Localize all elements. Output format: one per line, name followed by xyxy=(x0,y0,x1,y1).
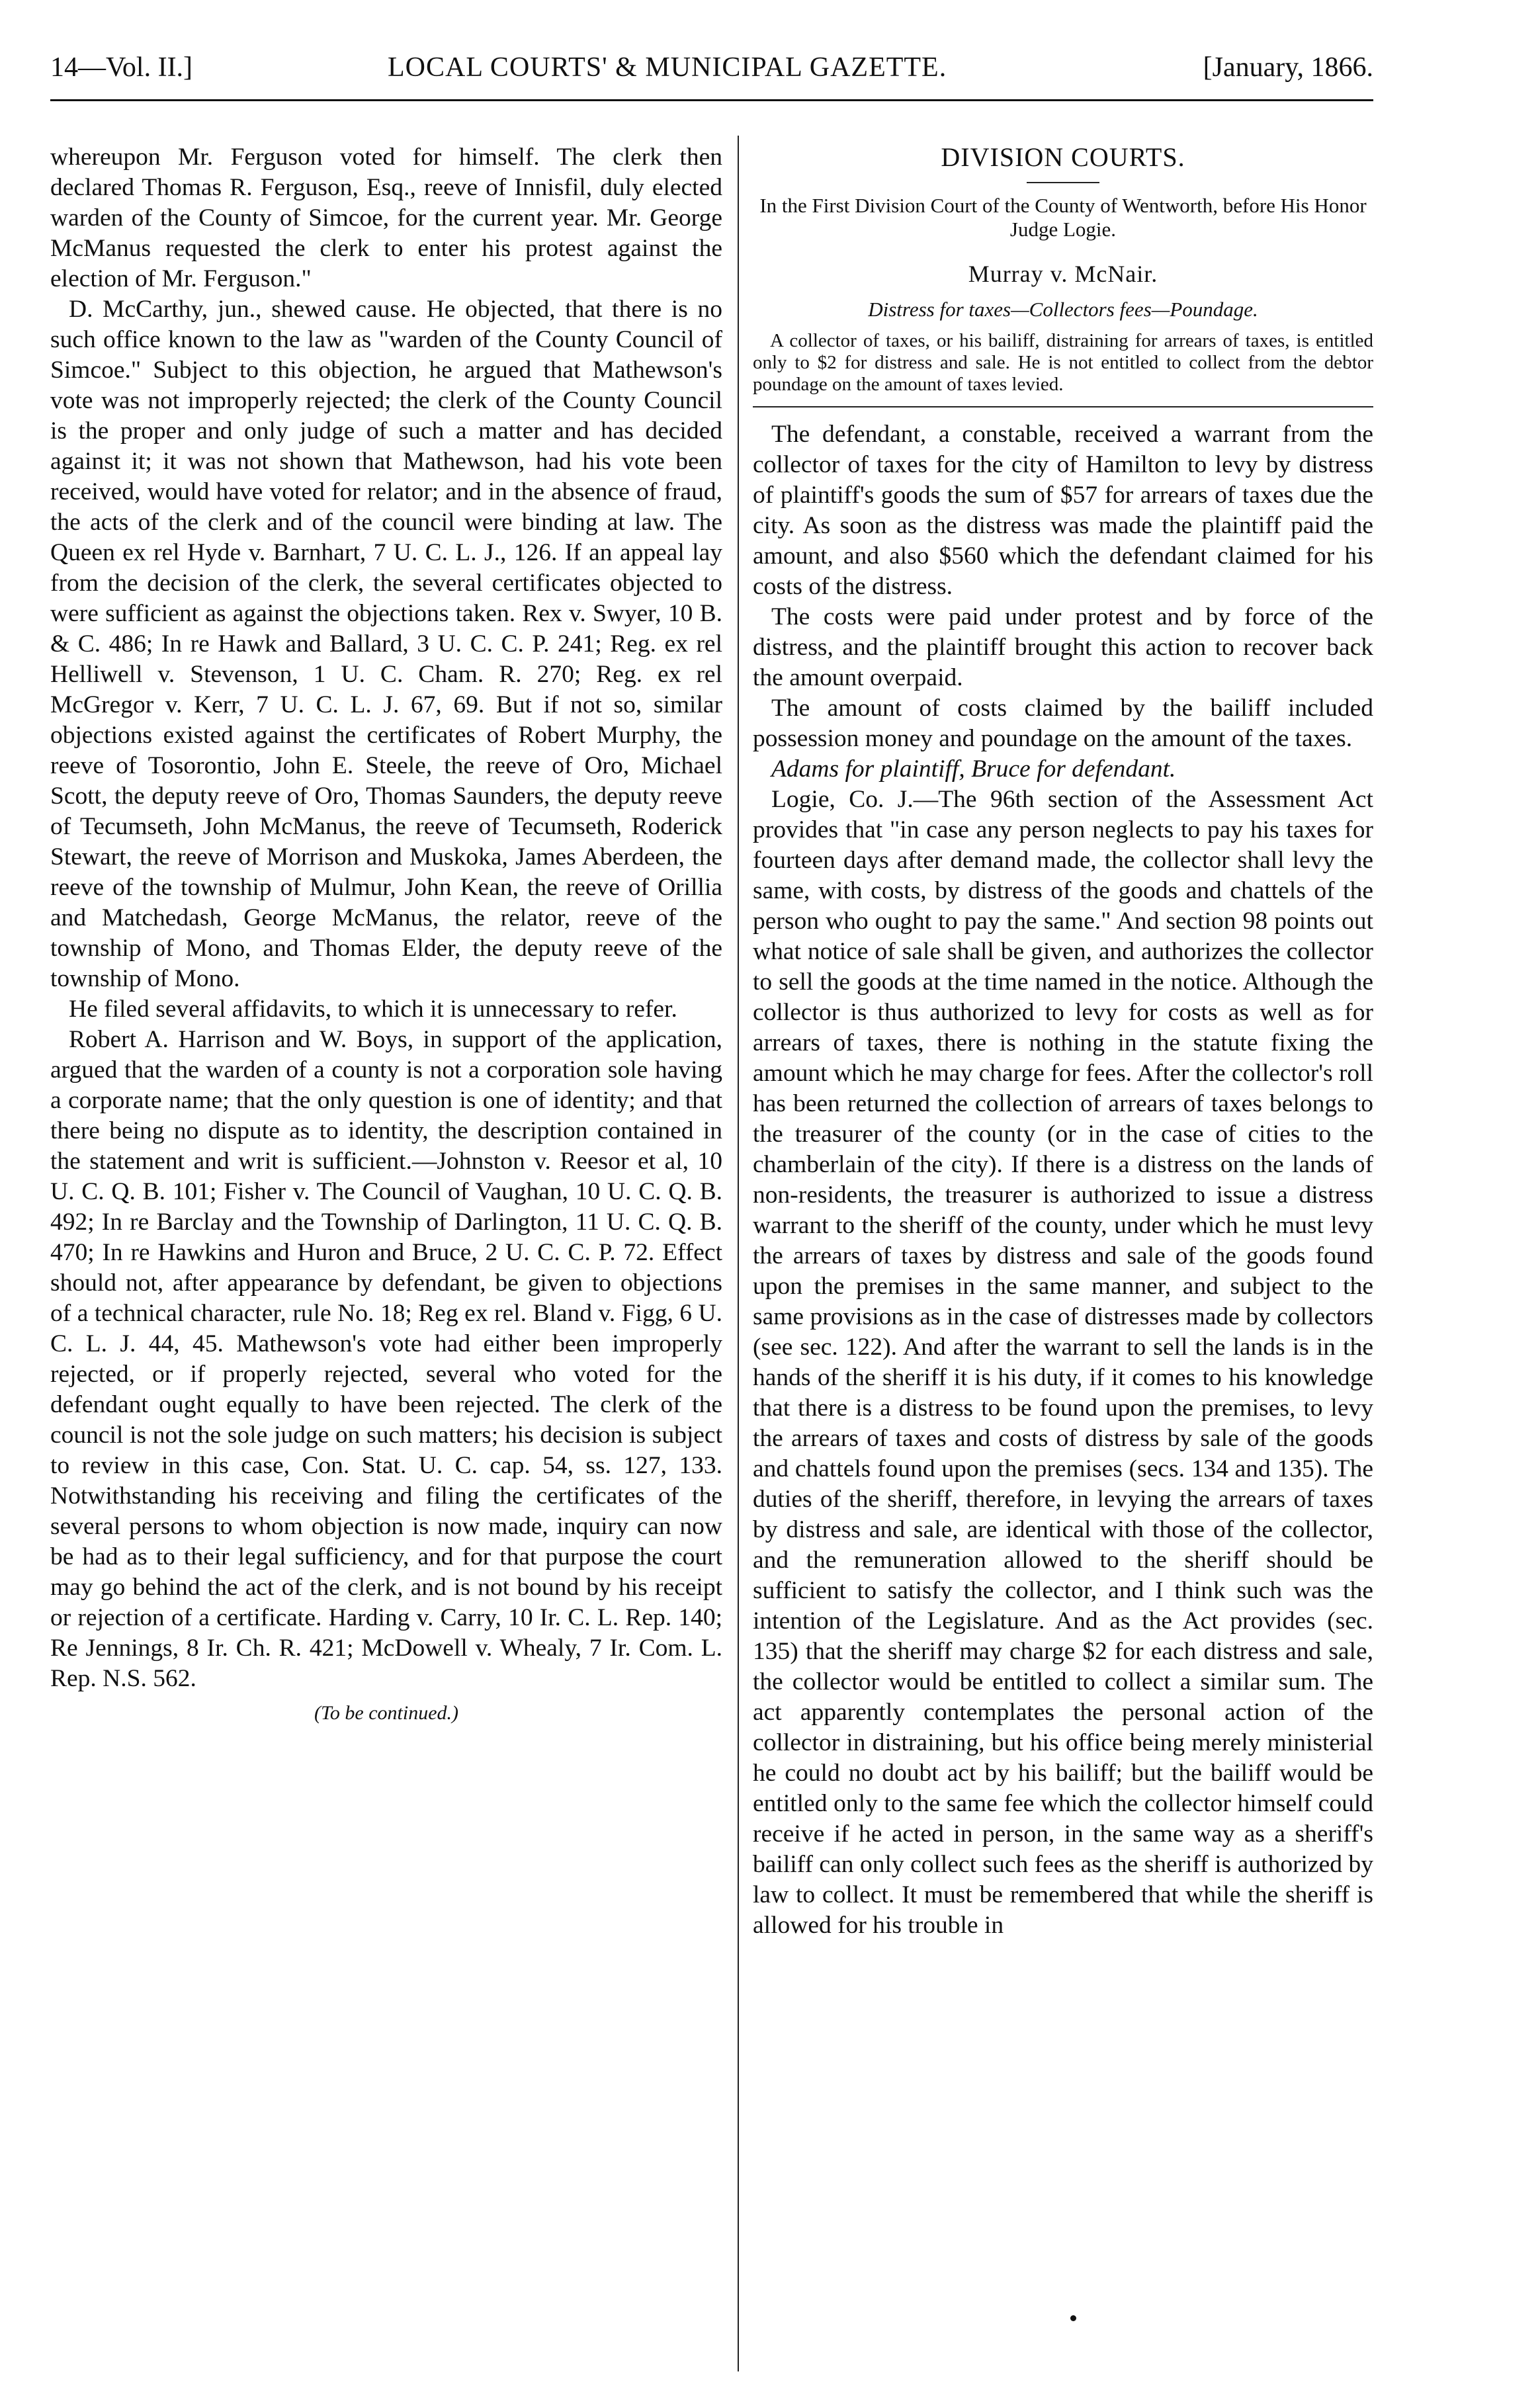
left-paragraph-3: He filed several affidavits, to which it is unnecessary to refer. xyxy=(69,996,677,1023)
publication-title: LOCAL COURTS' & MUNICIPAL GAZETTE. xyxy=(388,52,947,83)
headnote: A collector of taxes, or his bailiff, distraining for arrears of taxes, is entitled only to $2 for distress and sale. He is not entitled to collect from the debtor poundage on the amount of taxes levied. xyxy=(753,330,1373,395)
headnote-title: Distress for taxes—Collectors fees—Poundage. xyxy=(868,298,1258,321)
section-title: DIVISION COURTS. xyxy=(941,142,1185,172)
right-paragraph-5: Logie, Co. J.—The 96th section of the Assessment Act provides that "in case any person neglects to pay his taxes for fourteen days after demand made, the collector shall levy the same, with costs, by distress of the goods and chattels of the person who ought to pay the same." And section 98 points out what notice of sale shall be given, and authorizes the collector to sell the goods at the time named in the notice. Although the collector is thus authorized to levy for costs as well as for arrears of taxes, there is nothing in the statute fixing the amount which he may charge for fees. After the collector's roll has been returned the collection of arrears of taxes belongs to the treasurer of the county (or in the case of cities to the chamberlain of the city). If there is a distress on the lands of non-residents, the treasurer is authorized to issue a distress warrant to the sheriff of the county, under which he must levy the arrears of taxes by distress and sale of the goods found upon the premises in the same manner, and subject to the same provisions as in the case of distresses made by collectors (see sec. 122). And after the warrant to sell the lands is in the hands of the sheriff it is his duty, if it comes to his knowledge that there is a distress to be found upon the premises, to levy the arrears of taxes and costs of distress by sale of the goods and chattels found upon the premises (secs. 134 and 135). The duties of the sheriff, therefore, in levying the arrears of taxes by distress and sale, are identical with those of the collector, and the remuneration allowed to the sheriff should be sufficient to satisfy the collector, and I think such was the intention of the Legislature. And as the Act provides (sec. 135) that the sheriff may charge $2 for each distress and sale, the collector would be entitled to collect a similar sum. The act apparently contemplates the personal action of the collector in distraining, but his office being merely ministerial he could no doubt act by his bailiff; but the bailiff would be entitled only to the same fee which the collector himself could receive if he acted in person, in the same way as a sheriff's bailiff can only collect such fees as the sheriff is authorized by law to collect. It must be remembered that while the sheriff is allowed for his trouble in xyxy=(753,786,1374,1939)
right-paragraph-3: The amount of costs claimed by the bailiff included possession money and poundage on the amount of the taxes. xyxy=(753,695,1373,752)
page-volume-ref: 14—Vol. II.] xyxy=(50,52,193,83)
section-rule xyxy=(1027,182,1099,183)
to-be-continued: (To be continued.) xyxy=(314,1702,459,1724)
right-paragraph-2: The costs were paid under protest and by force of the distress, and the plaintiff brought this action to recover back the amount overpaid. xyxy=(753,603,1373,691)
left-paragraph-1: whereupon Mr. Ferguson voted for himself. The clerk then declared Thomas R. Ferguson, Esq., reeve of Innisfil, duly elected warden of the County of Simcoe, for the current year. Mr. George McManus requested the clerk to enter his protest against the election of Mr. Ferguson." xyxy=(50,144,722,292)
court-line: In the First Division Court of the County of Wentworth, before His Honor Judge Logie. xyxy=(759,194,1367,241)
case-name: Murray v. McNair. xyxy=(968,261,1158,287)
page-header xyxy=(50,52,1373,91)
left-paragraph-4: Robert A. Harrison and W. Boys, in support of the application, argued that the warden of a county is not a corporation sole having a corporate name; that the only question is one of identity; and that there being no dispute as to identity, the description contained in the statement and writ is sufficient.—Johnston v. Reesor et al, 10 U. C. Q. B. 101; Fisher v. The Council of Vaughan, 10 U. C. Q. B. 492; In re Barclay and the Township of Darlington, 11 U. C. Q. B. 470; In re Hawkins and Huron and Bruce, 2 U. C. C. P. 72. Effect should not, after appearance by defendant, be given to objections of a technical character, rule No. 18; Reg ex rel. Bland v. Figg, 6 U. C. L. J. 44, 45. Mathewson's vote had either been improperly rejected, or if properly rejected, several who voted for the defendant ought equally to have been rejected. The clerk of the council is not the sole judge on such matters; his decision is subject to review in this case, Con. Stat. U. C. cap. 54, ss. 127, 133. Notwithstanding his receiving and filing the certificates of the several persons to whom objection is now made, inquiry can now be had as to their legal sufficiency, and for that purpose the court may go behind the act of the clerk, and is not bound by his receipt or rejection of a certificate. Harding v. Carry, 10 Ir. C. L. Rep. 140; Re Jennings, 8 Ir. Ch. R. 421; McDowell v. Whealy, 7 Ir. Com. L. Rep. N.S. 562. xyxy=(50,1026,722,1692)
right-paragraph-1: The defendant, a constable, received a warrant from the collector of taxes for the city of Hamilton to levy by distress of plaintiff's goods the sum of $57 for arrears of taxes due the city. As soon as the distress was made the plaintiff paid the amount, and also $560 which the defendant claimed for his costs of the distress. xyxy=(753,421,1373,600)
right-paragraph-4: Adams for plaintiff, Bruce for defendant. xyxy=(771,755,1176,783)
left-column xyxy=(50,142,722,1728)
header-rule xyxy=(50,99,1373,101)
issue-date: [January, 1866. xyxy=(1203,52,1373,83)
print-dot xyxy=(1070,2315,1076,2321)
column-divider xyxy=(738,136,739,2371)
right-column xyxy=(753,142,1373,1941)
headnote-rule xyxy=(753,406,1373,407)
left-paragraph-2: D. McCarthy, jun., shewed cause. He objected, that there is no such office known to the law as "warden of the County Council of Simcoe." Subject to this objection, he argued that Mathewson's vote was not improperly rejected; the clerk of the County Council is the proper and only judge of such a matter and has decided against it; it was not shown that Mathewson, had his vote been received, would have voted for relator; and in the absence of fraud, the acts of the clerk and of the council were binding at law. The Queen ex rel Hyde v. Barnhart, 7 U. C. L. J., 126. If an appeal lay from the decision of the clerk, the several certificates objected to were sufficient as against the objections taken. Rex v. Swyer, 10 B. & C. 486; In re Hawk and Ballard, 3 U. C. C. P. 241; Reg. ex rel Helliwell v. Stevenson, 1 U. C. Cham. R. 270; Reg. ex rel McGregor v. Kerr, 7 U. C. L. J. 67, 69. But if not so, similar objections existed against the certificates of Robert Murphy, the reeve of Tosorontio, John E. Steele, the reeve of Oro, Michael Scott, the deputy reeve of Oro, Thomas Saunders, the deputy reeve of Tecumseth, John McManus, the reeve of Tecumseth, Roderick Stewart, the reeve of Morrison and Muskoka, James Aberdeen, the reeve of the township of Mulmur, John Kean, the reeve of Orillia and Matchedash, George McManus, the relator, reeve of the township of Mono, and Thomas Elder, the deputy reeve of the township of Mono. xyxy=(50,296,722,992)
